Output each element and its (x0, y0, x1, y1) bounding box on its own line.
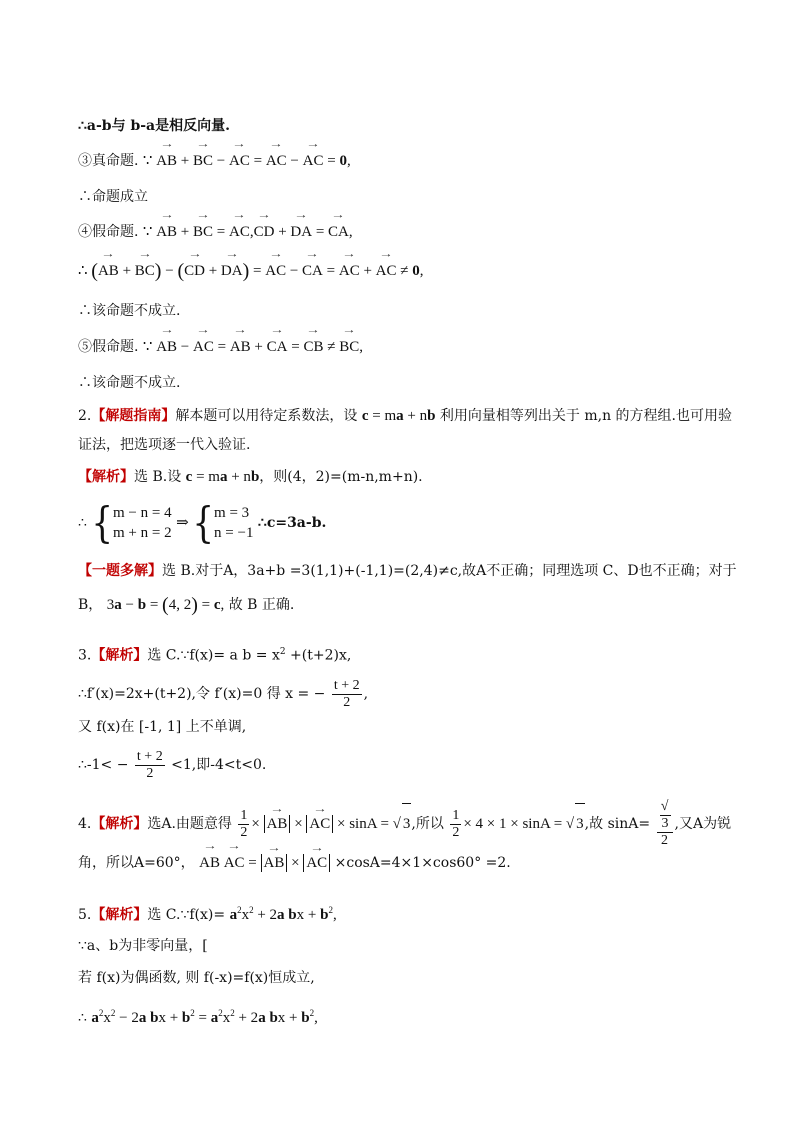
line-label: ③真命题. (78, 153, 139, 169)
question-4-solution: 4.【解析】选A.由题意得 $\frac{1}{2}$ × → AB × → AC × sinA = √ 3,所以 $\frac{1}{2}$ × 4 × 1 × sinA = √ 3,故 sinA= √ 3 2 ,又A为锐 (78, 799, 731, 849)
text-line: ⑤假命题. ∵ → AB − → AC = → AB + → CA = → CB ≠ → BC, (78, 336, 363, 358)
section-tag: 【解题指南】 (91, 408, 176, 424)
line-text: ∴该命题不成立. (78, 303, 181, 319)
line-label: ⑤假命题. (78, 339, 139, 355)
text-line: 又 f(x)在 [-1, 1] 上不单调, (78, 719, 247, 735)
text-line (78, 300, 180, 322)
text-line (78, 115, 230, 137)
math-line: ∴ (→ AB + → BC) − (→ CD + → DA) = → AC − → CA = → AC + → AC ≠ 0, (78, 260, 424, 282)
line-text: ∴命题成立 (78, 189, 148, 205)
question-2-guide: 2.【解题指南】解本题可以用待定系数法，设 c = ma + nb 利用向量相等列出关于 m,n 的方程组.也可用验 (78, 408, 732, 424)
text-line: ③真命题. ∵ → AB + → BC − → AC = → AC − → AC = 0, (78, 150, 351, 172)
section-tag: 【解析】 (78, 469, 134, 485)
section-tag: 【解析】 (91, 647, 148, 664)
math-line: ∴f′(x)=2x+(t+2),令 f′(x)=0 得 x = − $\frac{t + 2}{2}$ , (78, 677, 369, 710)
math-line: ∴ $a^2x^2 - 2a$ bx + $b^2 = a^2x^2 + 2a$ bx + $b^2$, (78, 1008, 318, 1026)
text-line: 若 f(x)为偶函数, 则 f(-x)=f(x)恒成立, (78, 970, 315, 986)
math-line: ∴-1< − $\frac{t + 2}{2}$ <1,即-4<t<0. (78, 748, 267, 781)
section-tag: 【解析】 (91, 907, 148, 923)
section-tag: 【解析】 (91, 816, 148, 832)
line-text: ∴a-b与 b-a是相反向量. (78, 118, 230, 134)
text-line: B， 3a − b = (4, 2) = c, 故 B 正确. (78, 594, 295, 616)
question-2-alt: 【一题多解】选 B.对于A，3a+b =3(1,1)+(-1,1)=(2,4)≠c,故A不正确；同理选项 C、D也不正确；对于 (78, 563, 737, 579)
question-5-solution: 5.【解析】选 C.∵f(x)= $a^2x^2 + 2a$ bx + $b^2$, (78, 905, 337, 923)
text-line: 证法，把选项逐一代入验证. (78, 437, 251, 453)
line-label: ④假命题. (78, 224, 139, 240)
equation-system: ∴ {m − n = 4 m + n = 2 ⇒ {m = 3 n = −1 ∴c=3a-b. (78, 498, 327, 548)
question-3-solution: 3.【解析】选 C.∵f(x)= a $b = x^2 +(t+2)x$, (78, 647, 352, 664)
text-line (78, 372, 180, 394)
text-line: 角，所以A=60°， → AB → AC = → AB × → AC ×cosA=4×1×cos60° =2. (78, 852, 511, 874)
text-line: ④假命题. ∵ → AB + → BC = → AC,→ CD + → DA = → CA, (78, 221, 353, 243)
line-text: ∴该命题不成立. (78, 375, 181, 391)
text-line: ∵a、b为非零向量，[ (78, 938, 208, 954)
question-2-solution: 【解析】选 B.设 c = ma + nb，则(4，2)=(m-n,m+n). (78, 469, 423, 485)
text-line (78, 186, 148, 208)
section-tag: 【一题多解】 (78, 563, 162, 579)
